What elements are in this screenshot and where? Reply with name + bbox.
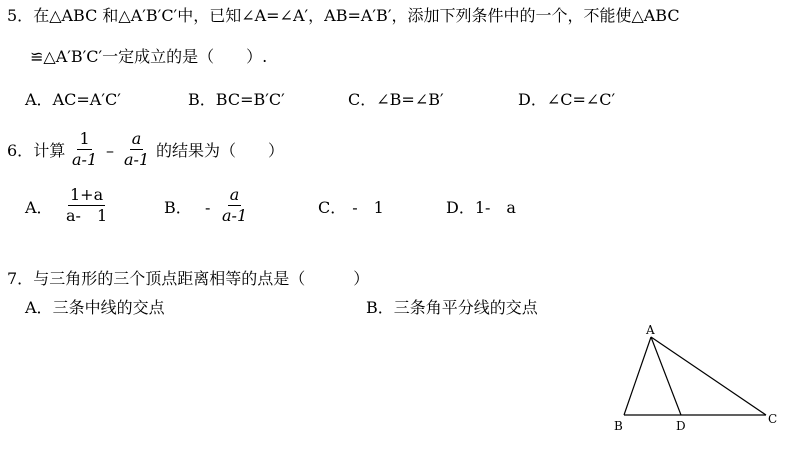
- q6-option-d-letter: D．: [446, 198, 475, 217]
- q7-option-b-letter: B．: [366, 298, 394, 317]
- q7-option-b-text: 三条角平分线的交点: [393, 298, 538, 317]
- side-ab: [624, 337, 651, 415]
- q6-suffix: 的结果为（ ）: [156, 141, 285, 160]
- q7-number: 7．: [7, 269, 34, 288]
- q5-stem-line1: 在△ABC 和△A′B′C′中，已知∠A=∠A′，AB=A′B′，添加下列条件中的一个，不能使△ABC: [33, 6, 680, 25]
- segment-ad: [651, 337, 681, 415]
- q7-option-a[interactable]: [25, 298, 165, 318]
- q6-fraction-1-denominator: a-1: [72, 150, 98, 169]
- q6-fraction-2: [124, 130, 149, 169]
- q5-option-b-text: BC=B′C′: [215, 90, 285, 109]
- q7-option-b[interactable]: [366, 298, 538, 318]
- q5-option-c[interactable]: [348, 90, 444, 110]
- q5-option-a-letter: A．: [25, 90, 53, 109]
- q6-fraction-2-numerator: a: [131, 129, 142, 148]
- q6-prefix: 计算: [33, 141, 66, 160]
- q6-fraction-2-denominator: a-1: [124, 150, 150, 169]
- label-d: D: [676, 419, 686, 433]
- q6-option-b-sign: -: [205, 198, 211, 217]
- q5-number: 5．: [7, 6, 34, 25]
- label-a: A: [646, 323, 655, 337]
- q5-option-d-letter: D．: [518, 90, 547, 109]
- label-c: C: [768, 412, 778, 426]
- q6-option-b-numerator: a: [229, 185, 240, 204]
- q7-line: [7, 269, 369, 289]
- q6-fraction-1: [72, 130, 97, 169]
- q5-option-a-text: AC=A′C′: [52, 90, 121, 109]
- q7-option-a-text: 三条中线的交点: [52, 298, 165, 317]
- q5-option-b-letter: B．: [188, 90, 216, 109]
- triangle-figure: [600, 318, 800, 438]
- q6-option-d-text: 1- a: [474, 198, 516, 217]
- q6-option-c[interactable]: [318, 198, 384, 218]
- q6-option-b-letter[interactable]: B．: [164, 198, 192, 217]
- q5-option-c-text: ∠B=∠B′: [376, 90, 444, 109]
- q5-option-a[interactable]: [25, 90, 121, 110]
- q6-prefix-line: [7, 141, 65, 161]
- q5-option-b[interactable]: [188, 90, 285, 110]
- side-ac: [651, 337, 766, 415]
- label-b: B: [614, 419, 623, 433]
- q6-number: 6．: [7, 141, 34, 160]
- q5-option-d-text: ∠C=∠C′: [546, 90, 616, 109]
- q6-option-b-denominator: a-1: [222, 206, 248, 225]
- q6-option-a-fraction[interactable]: [66, 186, 107, 225]
- q6-option-c-text: - 1: [352, 198, 384, 217]
- q6-option-c-letter: C．: [318, 198, 347, 217]
- q6-option-b-fraction[interactable]: [222, 186, 247, 225]
- q5-option-d[interactable]: [518, 90, 615, 110]
- q6-option-a-letter[interactable]: A．: [25, 198, 53, 217]
- q7-stem: 与三角形的三个顶点距离相等的点是（ ）: [33, 269, 370, 288]
- q6-option-a-denominator: a- 1: [66, 206, 108, 225]
- q5-line1: [7, 6, 680, 26]
- q6-minus-sign: –: [106, 141, 114, 160]
- q6-fraction-1-numerator: 1: [79, 129, 90, 148]
- q7-option-a-letter: A．: [25, 298, 53, 317]
- q6-option-a-numerator: 1+a: [70, 185, 104, 204]
- q5-option-c-letter: C．: [348, 90, 377, 109]
- q6-option-d[interactable]: [446, 198, 516, 218]
- q5-stem-line2: ≌△A′B′C′一定成立的是（ ）.: [30, 47, 268, 66]
